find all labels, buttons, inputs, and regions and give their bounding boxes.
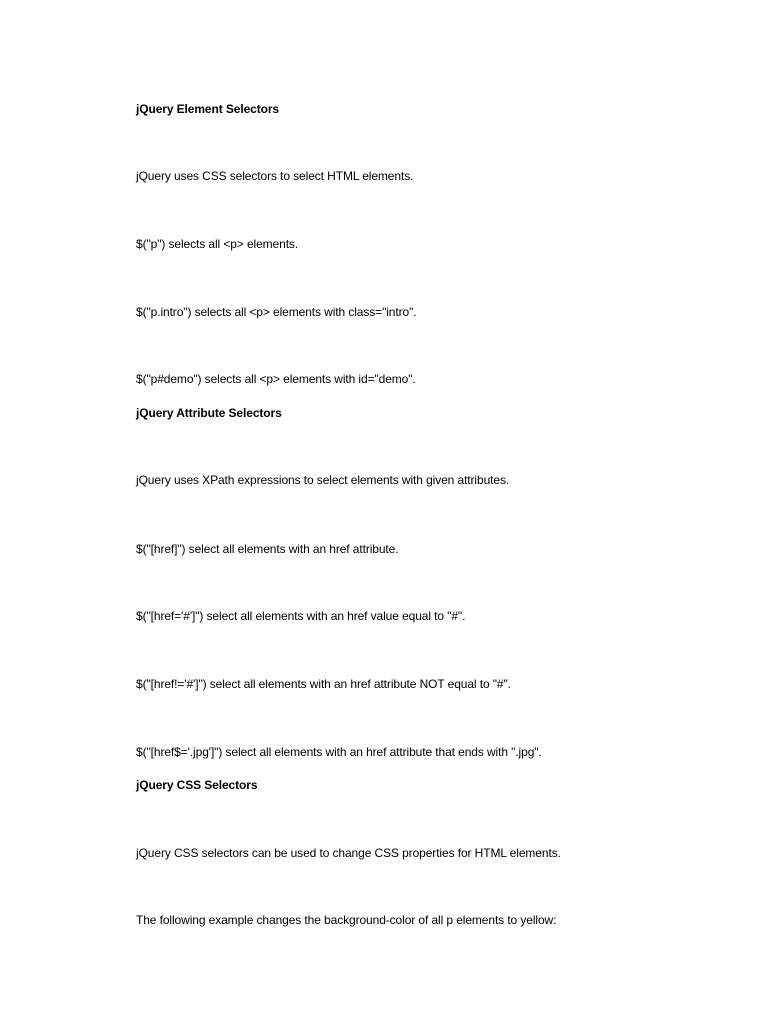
paragraph-p-demo-selector: $("p#demo") selects all <p> elements with id="demo".	[136, 372, 416, 386]
paragraph-p-selector: $("p") selects all <p> elements.	[136, 237, 299, 251]
paragraph-href-not-equal-selector: $("[href!='#']") select all elements with an href attribute NOT equal to "#".	[136, 677, 511, 691]
paragraph-href-selector: $("[href]") select all elements with an href attribute.	[136, 542, 399, 556]
section-heading-element-selectors: jQuery Element Selectors	[136, 102, 279, 116]
section-heading-attribute-selectors: jQuery Attribute Selectors	[136, 406, 282, 420]
paragraph-background-example: The following example changes the background-color of all p elements to yellow:	[136, 913, 557, 927]
paragraph-p-intro-selector: $("p.intro") selects all <p> elements with class="intro".	[136, 305, 417, 319]
section-heading-css-selectors: jQuery CSS Selectors	[136, 778, 258, 792]
paragraph-href-ends-with-selector: $("[href$='.jpg']") select all elements with an href attribute that ends with ".jpg".	[136, 745, 542, 759]
paragraph-css-selectors-intro: jQuery uses CSS selectors to select HTML elements.	[136, 169, 414, 183]
paragraph-css-selectors-change: jQuery CSS selectors can be used to change CSS properties for HTML elements.	[136, 846, 561, 860]
paragraph-xpath-intro: jQuery uses XPath expressions to select elements with given attributes.	[136, 473, 510, 487]
paragraph-href-equal-selector: $("[href='#']") select all elements with an href value equal to "#".	[136, 609, 466, 623]
